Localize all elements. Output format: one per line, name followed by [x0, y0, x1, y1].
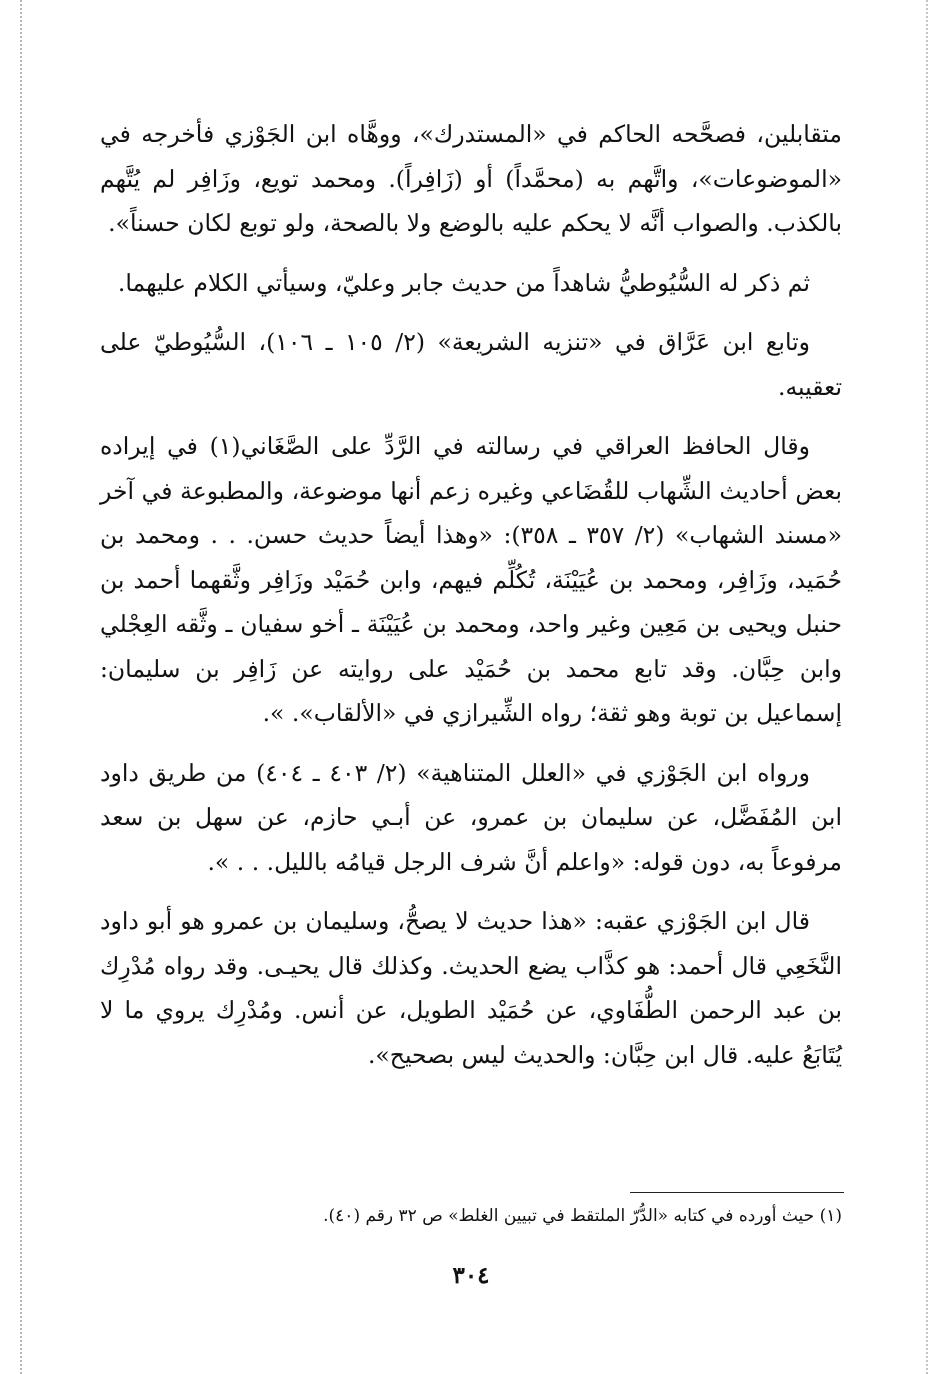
page-number: ٣٠٤	[452, 1262, 490, 1289]
scan-edge-right	[926, 0, 928, 1374]
footnote: (١) حيث أورده في كتابه «الدُّرّ الملتقط في تبيين الغلط» ص ٣٢ رقم (٤٠).	[323, 1206, 842, 1226]
paragraph-3: وتابع ابن عَرَّاق في «تنزيه الشريعة» (٢/ ١٠٥ ـ ١٠٦)، السُّيُوطيّ على تعقيبه.	[100, 328, 842, 401]
paragraph-5: ورواه ابن الجَوْزي في «العلل المتناهية» (٢/ ٤٠٣ ـ ٤٠٤) من طريق داود ابن المُفَضَّل، عن سليمان بن عمرو، عن أبـي حازم، عن سهل بن سعد مرفوعاً به، دون قوله: «واعلم أنَّ شرف الرجل قيامُه بالليل. . . ».	[100, 758, 842, 876]
paragraph-1: متقابلين، فصحَّحه الحاكم في «المستدرك»، ووهَّاه ابن الجَوْزي فأخرجه في «الموضوعات»، واتَّهم به (محمَّداً) أو (زَافِراً). ومحمد تويع، وزَافِر لم يُتَّهم بالكذب. والصواب أنَّه لا يحكم عليه بالوضع ولا بالصحة، ولو توبع لكان حسناً».	[100, 120, 842, 237]
main-text	[100, 112, 842, 1092]
paragraph-2: ثم ذكر له السُّيُوطيُّ شاهداً من حديث جابر وعليّ، وسيأتي الكلام عليهما.	[117, 268, 810, 297]
paragraph-6: قال ابن الجَوْزي عقبه: «هذا حديث لا يصحُّ، وسليمان بن عمرو هو أبو داود النَّخَعِي قال أحمد: هو كذَّاب يضع الحديث. وكذلك قال يحيـى. وقد رواه مُدْرِك بن عبد الرحمن الطُّفَاوي، عن حُمَيْد الطويل، عن أنس. ومُدْرِك يروي ما لا يُتَابَعُ عليه. قال ابن حِبَّان: والحديث ليس بصحيح».	[100, 907, 842, 1069]
scan-edge-left	[20, 0, 22, 1374]
footnote-separator	[630, 1192, 844, 1193]
paragraph-4: وقال الحافظ العراقي في رسالته في الرَّدِّ على الصَّغَاني(١) في إيراده بعض أحاديث الشِّهاب للقُضَاعي وغيره زعم أنها موضوعة، والمطبوعة في آخر «مسند الشهاب» (٢/ ٣٥٧ ـ ٣٥٨): «وهذا أيضاً حديث حسن. . . ومحمد بن حُمَيد، وزَافِر، ومحمد بن عُيَيْنَة، تُكُلِّم فيهم، وابن حُمَيْد وزَافِر وثَّقهما أحمد بن حنبل ويحيى بن مَعِين وغير واحد، ومحمد بن عُيَيْنَة ـ أخو سفيان ـ وثَّقه العِجْلي وابن حِبَّان. وقد تابع محمد بن حُمَيْد على روايته عن زَافِر بن سليمان: إسماعيل بن توبة وهو ثقة؛ رواه الشِّيرازي في «الألقاب». ».	[100, 432, 842, 727]
